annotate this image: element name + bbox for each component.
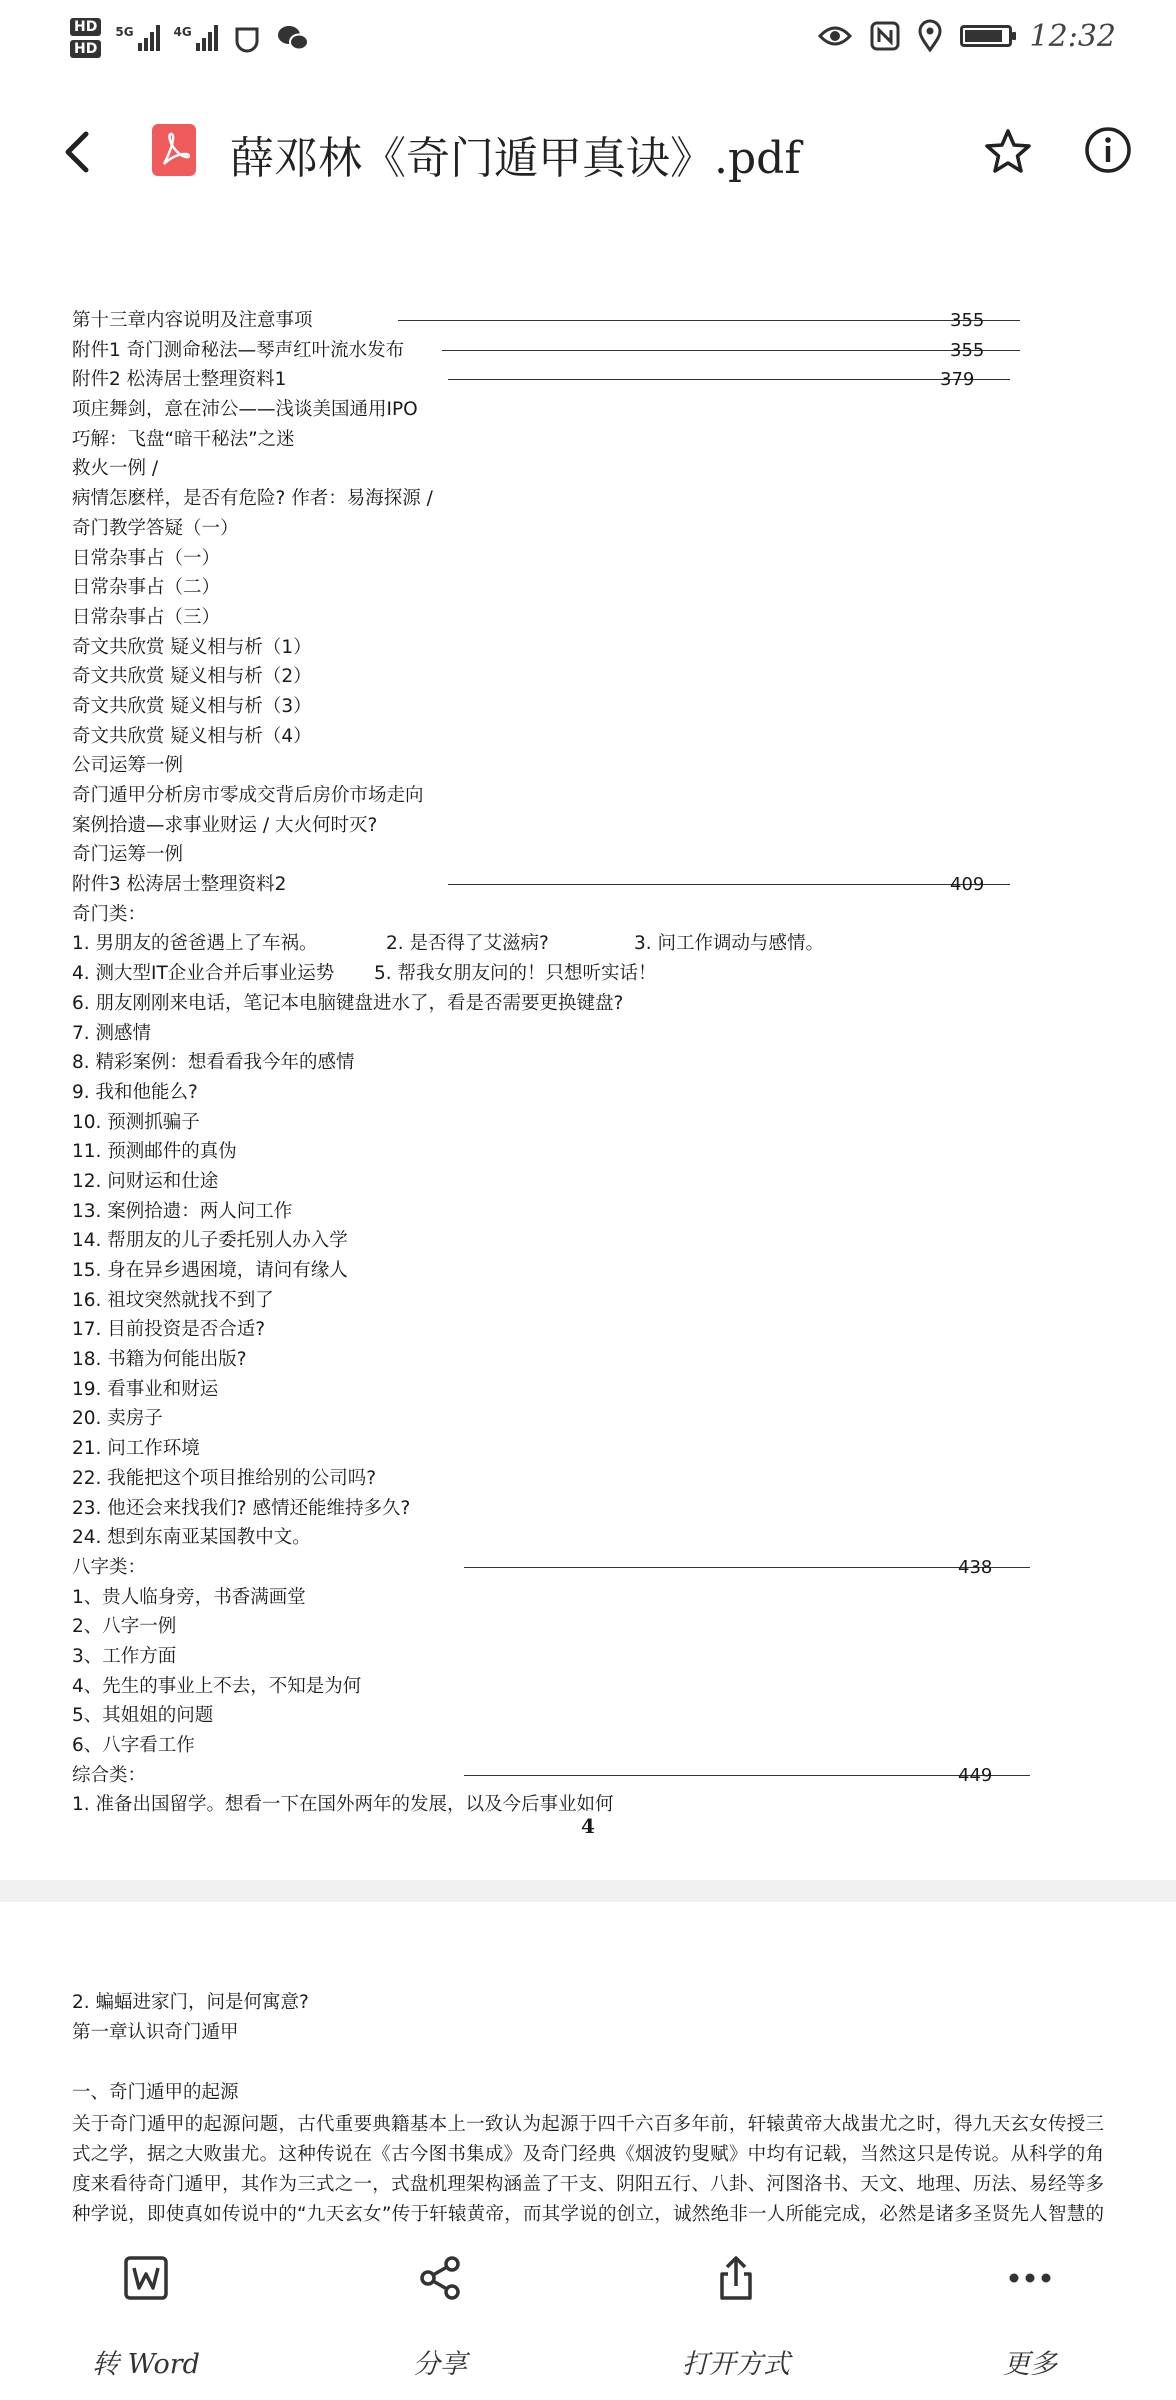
toc-line [72, 1701, 1132, 1731]
toc-entry-text: 12. 问财运和仕途 [72, 1170, 219, 1192]
more-label: 更多 [1003, 2349, 1057, 2380]
eye-comfort-icon [818, 24, 852, 48]
toc-entry-text: 奇文共欣赏 疑义相与析（1） [72, 636, 312, 658]
battery-icon [960, 25, 1012, 47]
toc-entry-text: 6. 朋友刚刚来电话，笔记本电脑键盘进水了，看是否需要更换键盘? [72, 992, 624, 1014]
toc-line [72, 1345, 1132, 1375]
toc-line [72, 1494, 1132, 1524]
hd-badges [70, 18, 101, 58]
toc-line [72, 751, 1132, 781]
toc-entry-text: 救火一例 / [72, 458, 159, 480]
toc-entry-text: 1. 准备出国留学。想看一下在国外两年的发展，以及今后事业如何 [72, 1794, 614, 1816]
toc-page-number: 379 [940, 369, 975, 391]
more-icon [1006, 2254, 1054, 2302]
document-title: 薛邓林《奇门遁甲真诀》.pdf [230, 133, 801, 184]
toc-line [72, 1404, 1132, 1434]
toc-line [72, 603, 1132, 633]
toc-entry-text: 奇门类： [72, 903, 147, 925]
toc-entry-text: 6、八字看工作 [72, 1735, 195, 1756]
toc-line [72, 929, 1132, 959]
toc-line [72, 1672, 1132, 1702]
toc-entry-text: 15. 身在异乡遇困境，请问有缘人 [72, 1260, 348, 1281]
toc-entry-text: 14. 帮朋友的儿子委托别人办入学 [72, 1230, 348, 1252]
toc-entry-text: 案例拾遗—求事业财运 / 大火何时灭? [72, 814, 378, 836]
toc-entry-text: 2、八字一例 [72, 1616, 177, 1638]
toc-line [72, 1019, 1132, 1049]
toc-page-number: 355 [950, 339, 985, 361]
hd-badge-1: HD [70, 18, 101, 36]
toc-entry-text: 综合类： [72, 1764, 147, 1786]
toc-entry-text: 奇门遁甲分析房市零成交背后房价市场走向 [72, 785, 424, 806]
more-button[interactable] [930, 2230, 1130, 2400]
open-with-icon [712, 2254, 760, 2302]
toc-line [72, 1315, 1132, 1345]
toc-entry-text: 5、其姐姐的问题 [72, 1705, 214, 1727]
toc-line [72, 900, 1132, 930]
signal-4g-icon [174, 25, 218, 51]
toc-line [72, 1078, 1132, 1108]
toc-leader-line [442, 350, 1020, 351]
toc-entry-text: 7. 测感情 [72, 1022, 152, 1044]
chapter-title: 第一章认识奇门遁甲 [72, 2022, 239, 2043]
toc-entry-text: 项庄舞剑，意在沛公——浅谈美国通用IPO [72, 399, 418, 421]
toc-entry-text: 10. 预测抓骗子 [72, 1111, 200, 1133]
toc-entry-text: 奇门教学答疑（一） [72, 517, 239, 539]
toc-entry-text: 2. 是否得了艾滋病? [386, 933, 549, 955]
toc-entry-text: 奇门运筹一例 [72, 844, 184, 866]
toc-entry-text: 5. 帮我女朋友问的！只想听实话！ [374, 963, 657, 985]
battery-level [965, 30, 1002, 42]
toc-leader-line [448, 884, 1010, 885]
section-heading: 一、奇门遁甲的起源 [72, 2082, 239, 2103]
app-notification-icon [232, 23, 262, 53]
toc-line [72, 1583, 1132, 1613]
toc-entry-text: 21. 问工作环境 [72, 1438, 200, 1460]
open-with-button[interactable] [636, 2230, 836, 2400]
toc-entry-text: 24. 想到东南亚某国教中文。 [72, 1527, 311, 1549]
favorite-star-icon[interactable] [982, 126, 1034, 178]
page-separator [0, 1880, 1176, 1902]
app-bar [0, 100, 1176, 204]
toc-line [72, 365, 1132, 395]
body-paragraph: 关于奇门遁甲的起源问题，古代重要典籍基本上一致认为起源于四千六百多年前，轩辕黄帝大战蚩尤之时，得九天玄女传授三式之学，据之大败蚩尤。这种传说在《古今图书集成》及奇门经典《烟波钓叟赋》中均有记载，当然这只是传说。从科学的角度来看待奇门遁甲，其作为三式之一，式盘机理架构涵盖了干支、阴阳五行、八卦、河图洛书、天文、地理、历法、易经等多种学说，即使真如传说中的“九天玄女”传于轩辕黄帝，而其学说的创立，诚然绝非一人所能完成，必然是诸多圣贤先人智慧的 [72, 2114, 1104, 2225]
status-right [818, 14, 1116, 58]
toc-leader-line [464, 1775, 1030, 1776]
pdf-page-4 [0, 220, 1176, 1880]
back-icon[interactable] [48, 122, 108, 182]
toc-leader-line [464, 1567, 1030, 1568]
status-time: 12:32 [1029, 18, 1116, 54]
pdf-file-icon [152, 124, 196, 176]
status-bar [0, 0, 1176, 72]
toc-line [72, 1286, 1132, 1316]
toc-line [72, 1048, 1132, 1078]
toc-entry-text: 奇文共欣赏 疑义相与析（2） [72, 666, 312, 688]
signal-5g-icon [115, 25, 159, 51]
toc-entry-text: 4. 测大型IT企业合并后事业运势 [72, 963, 335, 985]
page-number: 4 [581, 1814, 595, 1838]
toc-entry-text: 八字类： [72, 1556, 147, 1578]
toc-entry-text: 11. 预测邮件的真伪 [72, 1141, 237, 1163]
toc-line [72, 781, 1132, 811]
toc-entry-text: 奇文共欣赏 疑义相与析（4） [72, 725, 312, 747]
toc-page-number: 438 [958, 1556, 993, 1578]
toc-line: 2. 蝙蝠进家门，问是何寓意? [72, 1992, 309, 2013]
toc-entry-text: 附件3 松涛居士整理资料2 [72, 874, 287, 896]
toc-line [72, 1553, 1132, 1583]
status-left [70, 8, 310, 68]
toc-entry-text: 17. 目前投资是否合适? [72, 1319, 266, 1341]
toc-page-number: 355 [950, 310, 985, 331]
toc-entry-text: 巧解：飞盘“暗干秘法”之迷 [72, 428, 295, 450]
toc-entry-text: 23. 他还会来找我们? 感情还能维持多久? [72, 1497, 411, 1519]
toc-entry-text: 日常杂事占（二） [72, 577, 221, 599]
toc-entry-text: 病情怎麽样，是否有危险? 作者：易海探源 / [72, 488, 433, 510]
toc-entry-text: 1. 男朋友的爸爸遇上了车祸。 [72, 933, 318, 955]
toc-entry-text: 附件2 松涛居士整理资料1 [72, 369, 287, 391]
toc-line [72, 1612, 1132, 1642]
convert-word-button[interactable] [46, 2230, 246, 2400]
toc-line [72, 1197, 1132, 1227]
toc-entry-text: 18. 书籍为何能出版? [72, 1349, 247, 1371]
toc-entry-text: 奇文共欣赏 疑义相与析（3） [72, 695, 312, 717]
toc-line [72, 1523, 1132, 1553]
toc-entry-text: 3、工作方面 [72, 1645, 177, 1667]
toc-line [72, 662, 1132, 692]
toc-line [72, 544, 1132, 574]
toc-line [72, 1226, 1132, 1256]
toc-line [72, 484, 1132, 514]
toc-line [72, 811, 1132, 841]
share-label: 分享 [413, 2349, 467, 2380]
toc-line [72, 989, 1132, 1019]
toc-entry-text: 日常杂事占（一） [72, 547, 221, 569]
toc-entry-text: 3. 问工作调动与感情。 [634, 933, 825, 955]
toc-line [72, 1375, 1132, 1405]
wechat-icon [276, 23, 310, 53]
toc-leader-line [398, 320, 1020, 321]
word-convert-icon [122, 2254, 170, 2302]
network-5g-label: 5G [115, 25, 134, 39]
toc-entry-text: 22. 我能把这个项目推给别的公司吗? [72, 1467, 377, 1489]
toc-line [72, 840, 1132, 870]
network-4g-label: 4G [173, 25, 192, 39]
open-with-label: 打开方式 [682, 2349, 790, 2380]
toc-entry-text: 日常杂事占（三） [72, 606, 221, 628]
bottom-toolbar [0, 2230, 1176, 2400]
toc-entry-text: 第十三章内容说明及注意事项 [72, 310, 313, 331]
toc-leader-line [448, 379, 1010, 380]
toc-line [72, 306, 1132, 336]
toc-line [72, 1731, 1132, 1761]
toc-line [72, 395, 1132, 425]
toc-line [72, 425, 1132, 455]
location-icon [918, 20, 942, 52]
share-icon [416, 2254, 464, 2302]
toc-line [72, 1167, 1132, 1197]
pdf-page-5 [0, 1902, 1176, 2230]
toc-line [72, 1137, 1132, 1167]
toc-page-number: 409 [950, 874, 985, 896]
nfc-icon [870, 21, 900, 51]
toc-line [72, 1642, 1132, 1672]
toc-line [72, 514, 1132, 544]
toc-page-number: 449 [958, 1764, 993, 1786]
hd-badge-2: HD [70, 40, 101, 58]
toc-entry-text: 20. 卖房子 [72, 1408, 163, 1430]
toc-line [72, 454, 1132, 484]
toc-entry-text: 1、贵人临身旁，书香满画堂 [72, 1586, 306, 1608]
toc-line [72, 633, 1132, 663]
toc-entry-text: 4、先生的事业上不去，不知是为何 [72, 1675, 362, 1697]
toc-line [72, 870, 1132, 900]
toc-entry-text: 8. 精彩案例：想看看我今年的感情 [72, 1052, 355, 1074]
table-of-contents [72, 306, 1132, 1820]
toc-line [72, 336, 1132, 366]
toc-entry-text: 13. 案例拾遗：两人问工作 [72, 1200, 293, 1222]
toc-line [72, 1256, 1132, 1286]
convert-word-label: 转 Word [92, 2349, 200, 2380]
toc-entry-text: 19. 看事业和财运 [72, 1378, 219, 1400]
toc-line [72, 722, 1132, 752]
toc-entry-text: 公司运筹一例 [72, 755, 184, 777]
toc-line [72, 1761, 1132, 1791]
toc-line [72, 1108, 1132, 1138]
toc-line [72, 1434, 1132, 1464]
toc-entry-text: 9. 我和他能么? [72, 1081, 198, 1103]
toc-entry-text: 附件1 奇门测命秘法—琴声红叶流水发布 [72, 339, 405, 361]
toc-line [72, 959, 1132, 989]
toc-entry-text: 16. 祖坟突然就找不到了 [72, 1289, 274, 1311]
info-icon[interactable] [1082, 124, 1134, 176]
toc-line [72, 573, 1132, 603]
toc-line [72, 1464, 1132, 1494]
toc-line [72, 692, 1132, 722]
share-button[interactable] [340, 2230, 540, 2400]
